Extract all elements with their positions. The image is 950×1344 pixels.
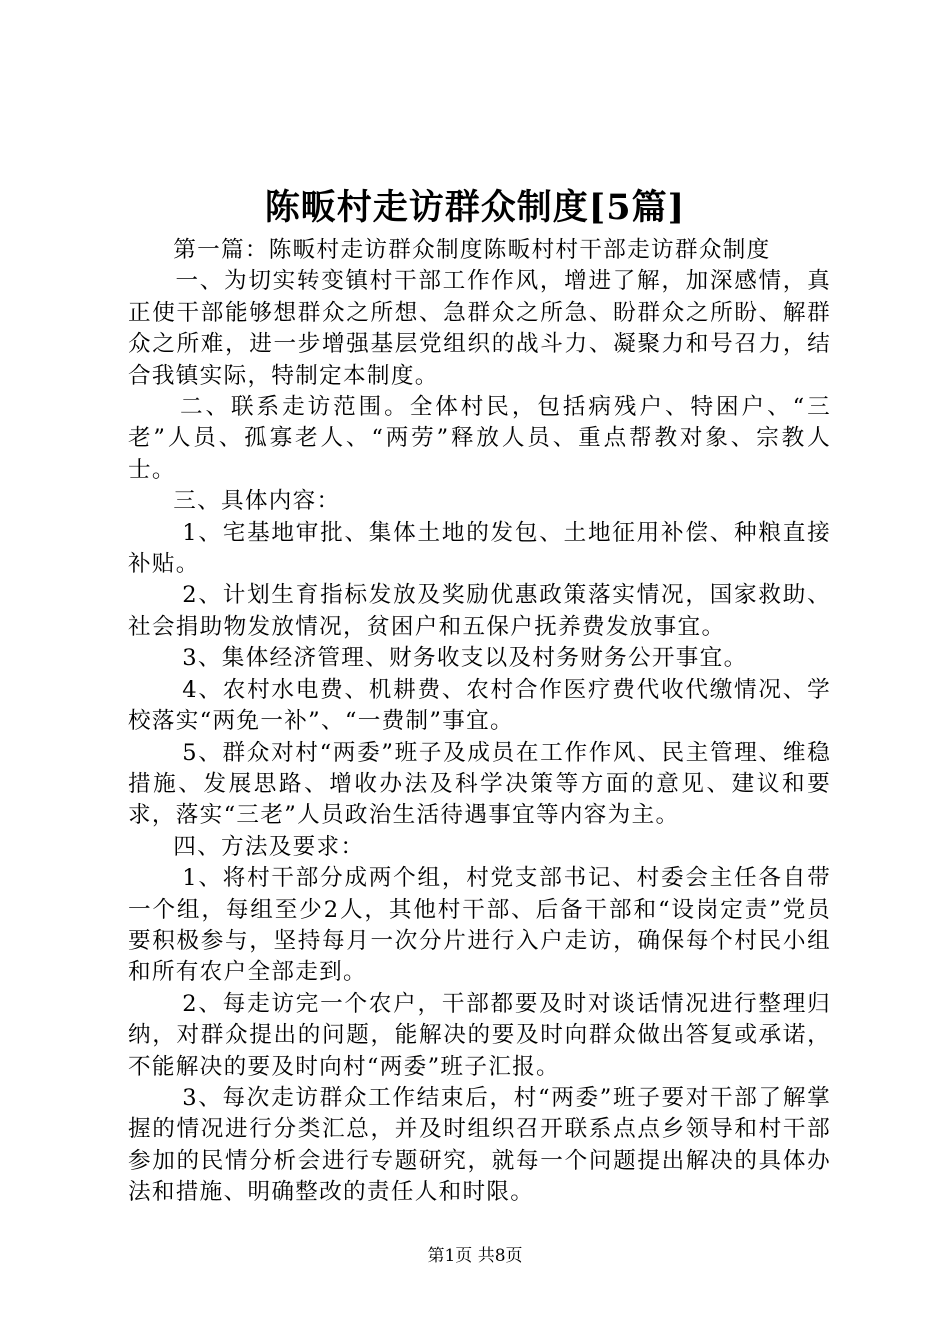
paragraph-content-item-1: 1、宅基地审批、集体土地的发包、土地征用补偿、种粮直接补贴。: [128, 519, 831, 578]
paragraph-method-item-1: 1、将村干部分成两个组，村党支部书记、村委会主任各自带一个组，每组至少2人，其他村干部、后备干部和“设岗定责”党员要积极参与，坚持每月一次分片进行入户走访，确保每个村民小组和所有农户全部走到。: [128, 865, 831, 986]
paragraph-content-heading: 三、具体内容：: [173, 488, 341, 515]
document-body: [128, 235, 831, 1209]
paragraph-content-item-3: 3、集体经济管理、财务收支以及村务财务公开事宜。: [182, 645, 748, 672]
paragraph-content-item-5: 5、群众对村“两委”班子及成员在工作作风、民主管理、维稳措施、发展思路、增收办法及科学决策等方面的意见、建议和要求，落实“三老”人员政治生活待遇事宜等内容为主。: [128, 739, 831, 829]
paragraph-method-item-3: 3、每次走访群众工作结束后，村“两委”班子要对干部了解掌握的情况进行分类汇总，并及时组织召开联系点点乡领导和村干部参加的民情分析会进行专题研究，就每一个问题提出解决的具体办法和措施、明确整改的责任人和时限。: [128, 1084, 831, 1206]
page-footer: 第1页 共8页: [427, 1246, 523, 1266]
paragraph-method-heading: 四、方法及要求：: [173, 833, 365, 860]
document-title: 陈畈村走访群众制度[5篇]: [264, 187, 686, 228]
paragraph-content-item-2: 2、计划生育指标发放及奖励优惠政策落实情况，国家救助、社会捐助物发放情况，贫困户和五保户抚养费发放事宜。: [128, 582, 831, 640]
paragraph-scope: 二、联系走访范围。全体村民，包括病残户、特困户、“三老”人员、孤寡老人、“两劳”释放人员、重点帮教对象、宗教人士。: [128, 394, 831, 483]
paragraph-content-item-4: 4、农村水电费、机耕费、农村合作医疗费代收代缴情况、学校落实“两免一补”、“一费制”事宜。: [128, 676, 831, 735]
paragraph-method-item-2: 2、每走访完一个农户，干部都要及时对谈话情况进行整理归纳，对群众提出的问题，能解决的要及时向群众做出答复或承诺，不能解决的要及时向村“两委”班子汇报。: [128, 990, 831, 1080]
paragraph-section-heading: 第一篇：陈畈村走访群众制度陈畈村村干部走访群众制度: [173, 237, 771, 263]
paragraph-purpose: 一、为切实转变镇村干部工作作风，增进了解，加深感情，真正使干部能够想群众之所想、急群众之所急、盼群众之所盼、解群众之所难，进一步增强基层党组织的战斗力、凝聚力和号召力，结合我镇实际，特制定本制度。: [128, 268, 831, 389]
